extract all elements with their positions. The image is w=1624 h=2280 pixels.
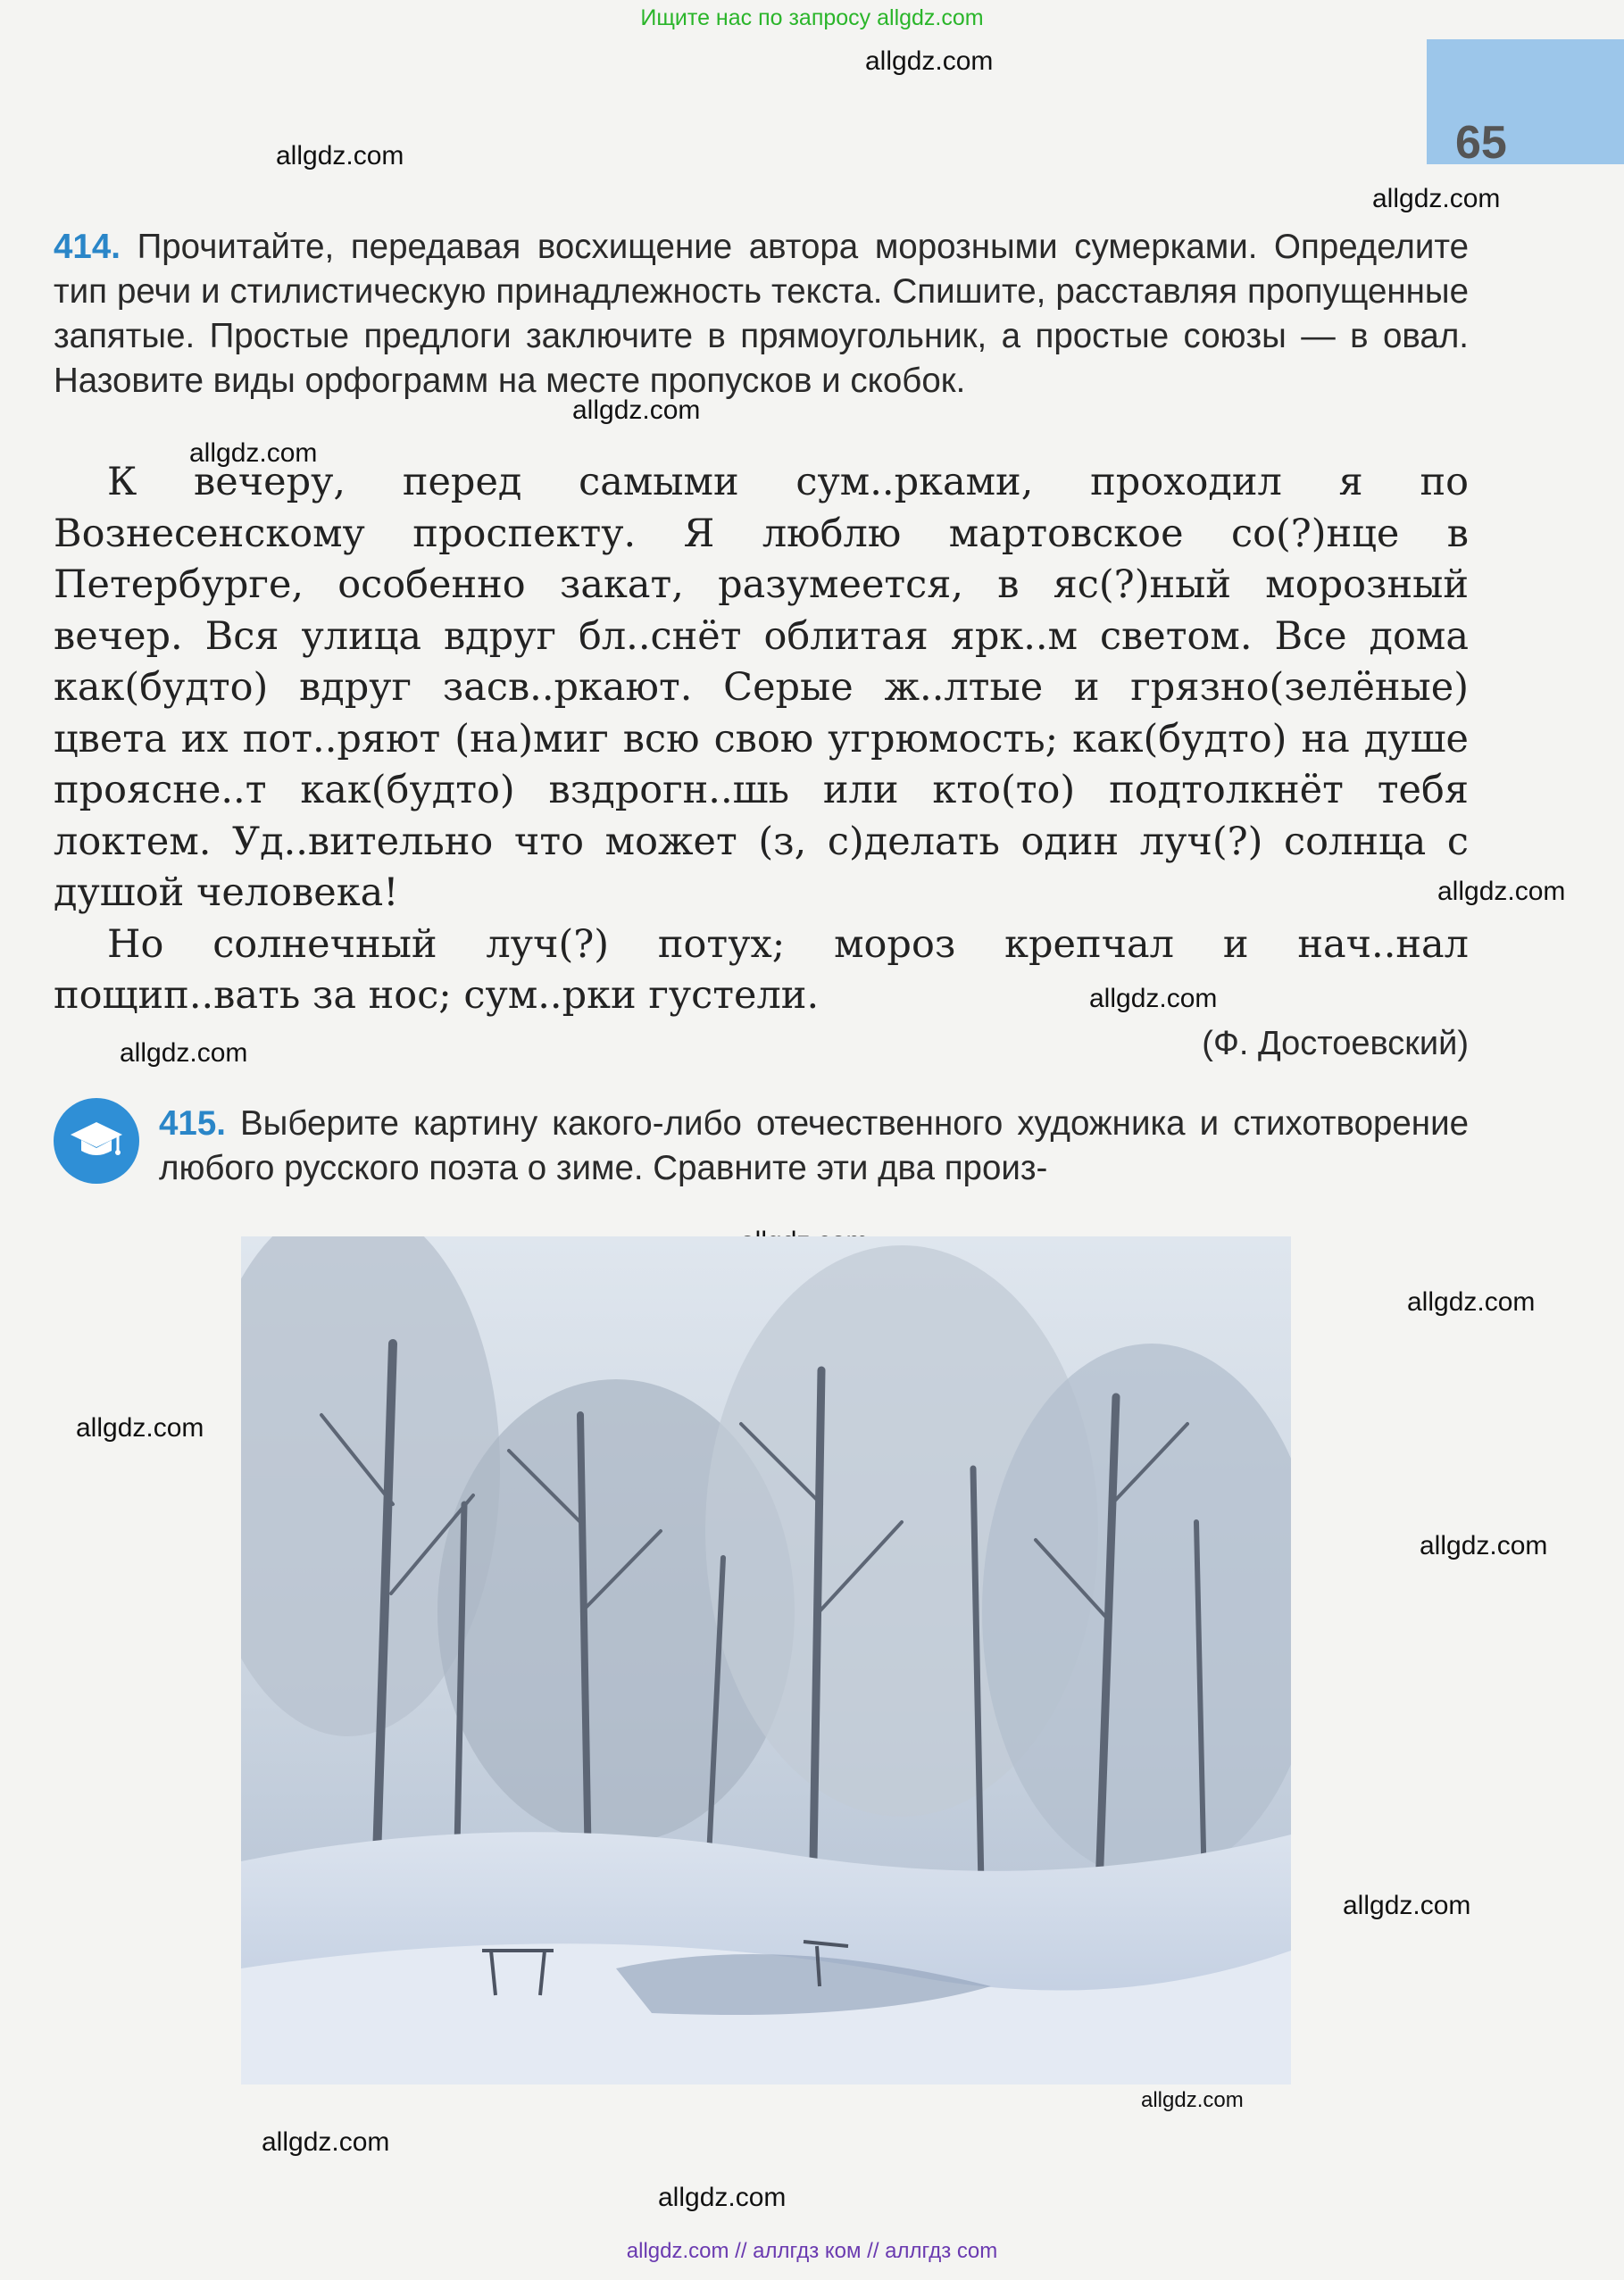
watermark: allgdz.com	[1420, 1531, 1548, 1560]
watermark: allgdz.com	[1089, 984, 1218, 1013]
watermark: allgdz.com	[1343, 1891, 1471, 1920]
bottom-banner[interactable]: allgdz.com // аллгдз ком // аллгдз com	[626, 2239, 998, 2263]
watermark: allgdz.com	[1372, 184, 1501, 213]
watermark: allgdz.com	[262, 2127, 390, 2157]
watermark: allgdz.com	[572, 395, 701, 425]
task-number: 414.	[54, 228, 121, 266]
task-414	[54, 225, 1469, 404]
watermark: allgdz.com	[1141, 2088, 1244, 2112]
literary-passage	[54, 457, 1469, 1022]
watermark: allgdz.com	[276, 141, 404, 171]
task-number: 415.	[159, 1104, 226, 1143]
page-number: 65	[1455, 117, 1507, 169]
winter-landscape-painting	[241, 1236, 1291, 2084]
watermark: allgdz.com	[120, 1038, 248, 1068]
task-instruction: Прочитайте, передавая восхищение автора морозными сумерками. Определите тип речи и стилистическую принадлежность текста. Спишите, расставляя пропущенные запятые. Простые предлоги заключите в прямоугольник, а простые союзы — в овал. Назовите виды орфограмм на месте пропусков и скобок.	[54, 228, 1469, 400]
task-instruction: Выберите картину какого-либо отечественного художника и стихотворение любого русского поэта о зиме. Сравните эти два произ-	[159, 1104, 1469, 1187]
watermark: allgdz.com	[1437, 877, 1566, 906]
watermark: allgdz.com	[865, 46, 994, 76]
watermark: allgdz.com	[189, 438, 318, 468]
top-banner[interactable]: Ищите нас по запросу allgdz.com	[640, 5, 984, 30]
watermark: allgdz.com	[1407, 1287, 1536, 1317]
watermark: allgdz.com	[658, 2183, 787, 2212]
passage-author: (Ф. Достоевский)	[1202, 1025, 1469, 1062]
passage-paragraph: К вечеру, перед самыми сум..рками, проходил я по Вознесенскому проспекту. Я люблю мартовское со(?)нце в Петербурге, особенно закат, разумеется, в яс(?)ный морозный вечер. Вся улица вдруг бл..снёт облитая ярк..м светом. Все дома как(будто) вдруг засв..ркают. Серые ж..лтые и грязно(зелёные) цвета их пот..ряют (на)миг всю свою угрюмость; как(будто) на душе проясне..т как(будто) вздрогн..шь или кто(то) подтолкнёт тебя локтем. Уд..вительно что может (з, с)делать один луч(?) солнца с душой человека!	[54, 460, 1469, 915]
task-415	[159, 1102, 1469, 1191]
passage-paragraph: Но солнечный луч(?) потух; мороз крепчал и нач..нал пощип..вать за нос; сум..рки густели.	[54, 921, 1469, 1018]
graduation-cap-icon	[54, 1098, 139, 1184]
watermark: allgdz.com	[76, 1413, 204, 1443]
